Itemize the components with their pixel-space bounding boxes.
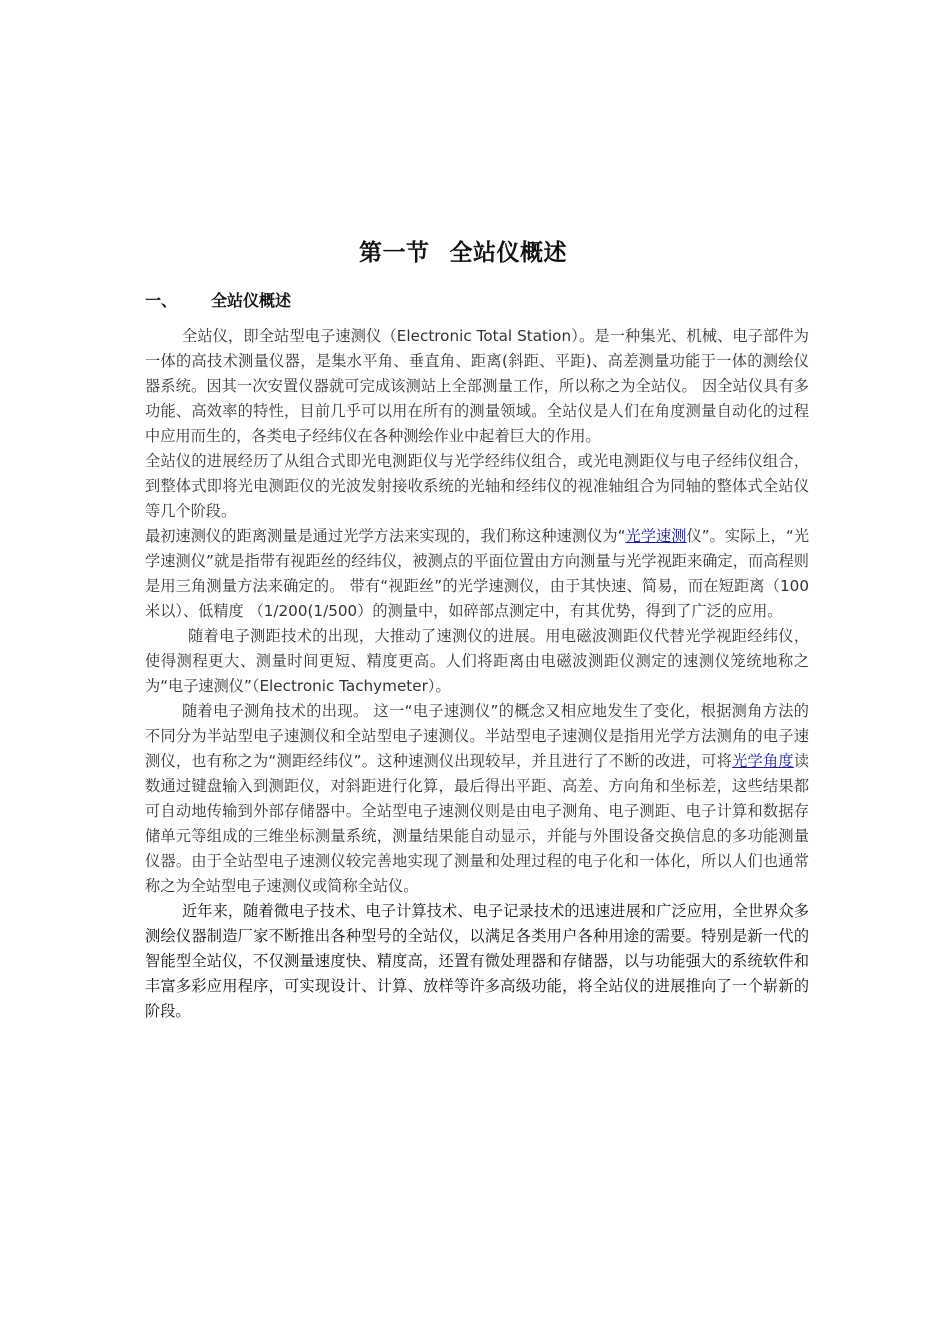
section-number: 一、 xyxy=(145,291,178,310)
paragraph-1: 全站仪，即全站型电子速测仪（Electronic Total Station）。是一种集光、机械、电子部件为一体的高技术测量仪器，是集水平角、垂直角、距离(斜距、平距)、高差测量功能于一体的测绘仪器系统。因其一次安置仪器就可完成该测站上全部测量工作，所以称之为全站仪。 因全站仪具有多功能、高效率的特性，目前几乎可以用在所有的测量领域。全站仪是人们在角度测量自动化的过程中应用而生的，各类电子经纬仪在各种测绘作业中起着巨大的作用。 xyxy=(145,327,809,445)
body-text xyxy=(145,324,809,1024)
paragraph-5 xyxy=(145,699,809,899)
title-part-2: 全站仪概述 xyxy=(449,240,567,266)
title-part-1: 第一节 xyxy=(359,240,430,266)
paragraph-2: 全站仪的进展经历了从组合式即光电测距仪与光学经纬仪组合，或光电测距仪与电子经纬仪组合，到整体式即将光电测距仪的光波发射接收系统的光轴和经纬仪的视准轴组合为同轴的整体式全站仪等几个阶段。 xyxy=(145,452,809,520)
optical-angle-link[interactable]: 光学角度 xyxy=(732,752,794,770)
paragraph-6: 近年来，随着微电子技术、电子计算技术、电子记录技术的迅速进展和广泛应用，全世界众多测绘仪器制造厂家不断推出各种型号的全站仪，以满足各类用户各种用途的需要。特别是新一代的智能型全站仪，不仅测量速度快、精度高，还置有微处理器和存储器，以与功能强大的系统软件和丰富多彩应用程序，可实现设计、计算、放样等许多高级功能，将全站仪的进展推向了一个崭新的阶段。 xyxy=(145,902,809,1020)
optical-tachymeter-link[interactable]: 光学速测 xyxy=(625,527,687,545)
section-heading xyxy=(145,288,291,311)
paragraph-3 xyxy=(145,524,809,624)
paragraph-3-text-a: 最初速测仪的距离测量是通过光学方法来实现的，我们称这种速测仪为“ xyxy=(145,527,626,545)
paragraph-3-text-b: 仪”。实际上，“光学速测仪”就是指带有视距丝的经纬仪，被测点的平面位置由方向测量与光学视距来确定，而高程则是用三角测量方法来确定的。 带有“视距丝”的光学速测仪，由于其快速、简易，而在短距离（100米以）、低精度 （1/200(1/500）的测量中，如碎部点测定中，有其优势，得到了广泛的应用。 xyxy=(145,527,810,620)
paragraph-5-text-b: 读数通过键盘输入到测距仪，对斜距进行化算，最后得出平距、高差、方向角和坐标差，这些结果都可自动地传输到外部存储器中。全站型电子速测仪则是由电子测角、电子测距、电子计算和数据存储单元等组成的三维坐标测量系统，测量结果能自动显示，并能与外围设备交换信息的多功能测量仪器。由于全站型电子速测仪较完善地实现了测量和处理过程的电子化和一体化，所以人们也通常称之为全站型电子速测仪或简称全站仪。 xyxy=(145,752,809,895)
paragraph-5-text-a: 随着电子测角技术的出现。 这一“电子速测仪”的概念又相应地发生了变化，根据测角方法的不同分为半站型电子速测仪和全站型电子速测仪。半站型电子速测仪是指用光学方法测角的电子速测仪，也有称之为“测距经纬仪”。这种速测仪出现较早，并且进行了不断的改进，可将 xyxy=(145,702,809,770)
page-title xyxy=(0,234,926,267)
section-title: 全站仪概述 xyxy=(211,291,292,310)
paragraph-4: 随着电子测距技术的出现，大推动了速测仪的进展。用电磁波测距仪代替光学视距经纬仪，使得测程更大、测量时间更短、精度更高。人们将距离由电磁波测距仪测定的速测仪笼统地称之为“电子速测仪”（Electronic Tachymeter）。 xyxy=(145,627,809,695)
